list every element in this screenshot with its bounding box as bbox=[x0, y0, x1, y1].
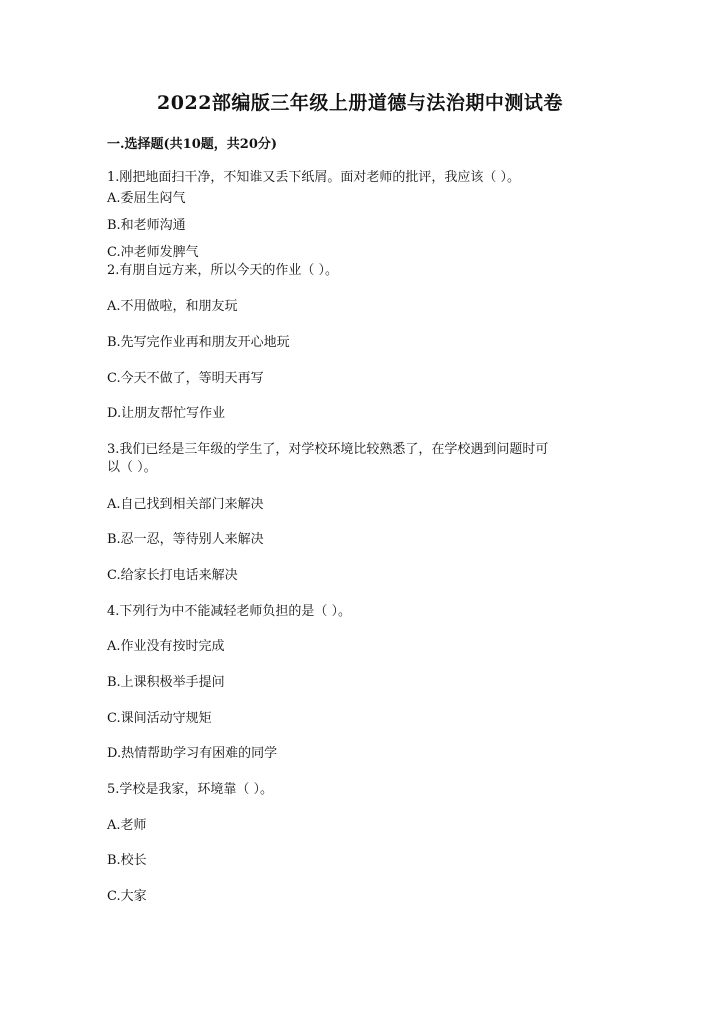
question-2-option-c: C.今天不做了，等明天再写 bbox=[107, 371, 264, 386]
page-title: 2022部编版三年级上册道德与法治期中测试卷 bbox=[157, 92, 563, 114]
question-4-option-a: A.作业没有按时完成 bbox=[107, 639, 225, 654]
question-4-option-c: C.课间活动守规矩 bbox=[107, 711, 212, 726]
question-2-option-d: D.让朋友帮忙写作业 bbox=[107, 406, 226, 421]
question-5-stem: 5.学校是我家，环境靠（ ）。 bbox=[107, 782, 274, 797]
question-3-option-a: A.自己找到相关部门来解决 bbox=[107, 497, 264, 512]
question-3-stem-line-2: 以（ ）。 bbox=[107, 460, 157, 475]
question-2-option-a: A.不用做啦，和朋友玩 bbox=[107, 299, 238, 314]
question-3-stem-line-1: 3.我们已经是三年级的学生了，对学校环境比较熟悉了，在学校遇到问题时可 bbox=[107, 442, 549, 457]
question-3-option-b: B.忍一忍，等待别人来解决 bbox=[107, 532, 264, 547]
question-5-option-b: B.校长 bbox=[107, 853, 147, 868]
question-4-option-b: B.上课积极举手提问 bbox=[107, 675, 225, 690]
section-heading: 一.选择题(共10题，共20分) bbox=[107, 137, 278, 152]
question-4-stem: 4.下列行为中不能减轻老师负担的是（ ）。 bbox=[107, 604, 352, 619]
question-4-option-d: D.热情帮助学习有困难的同学 bbox=[107, 746, 278, 761]
question-2-option-b: B.先写完作业再和朋友开心地玩 bbox=[107, 335, 290, 350]
question-1-stem: 1.刚把地面扫干净，不知谁又丢下纸屑。面对老师的批评，我应该（ ）。 bbox=[107, 170, 521, 185]
question-5-option-c: C.大家 bbox=[107, 889, 147, 904]
question-1-option-c: C.冲老师发脾气 bbox=[107, 245, 199, 260]
question-1-option-a: A.委屈生闷气 bbox=[107, 191, 186, 206]
question-1-option-b: B.和老师沟通 bbox=[107, 218, 186, 233]
question-3-option-c: C.给家长打电话来解决 bbox=[107, 568, 238, 583]
question-5-option-a: A.老师 bbox=[107, 818, 147, 833]
question-2-stem: 2.有朋自远方来，所以今天的作业（ ）。 bbox=[107, 263, 339, 278]
